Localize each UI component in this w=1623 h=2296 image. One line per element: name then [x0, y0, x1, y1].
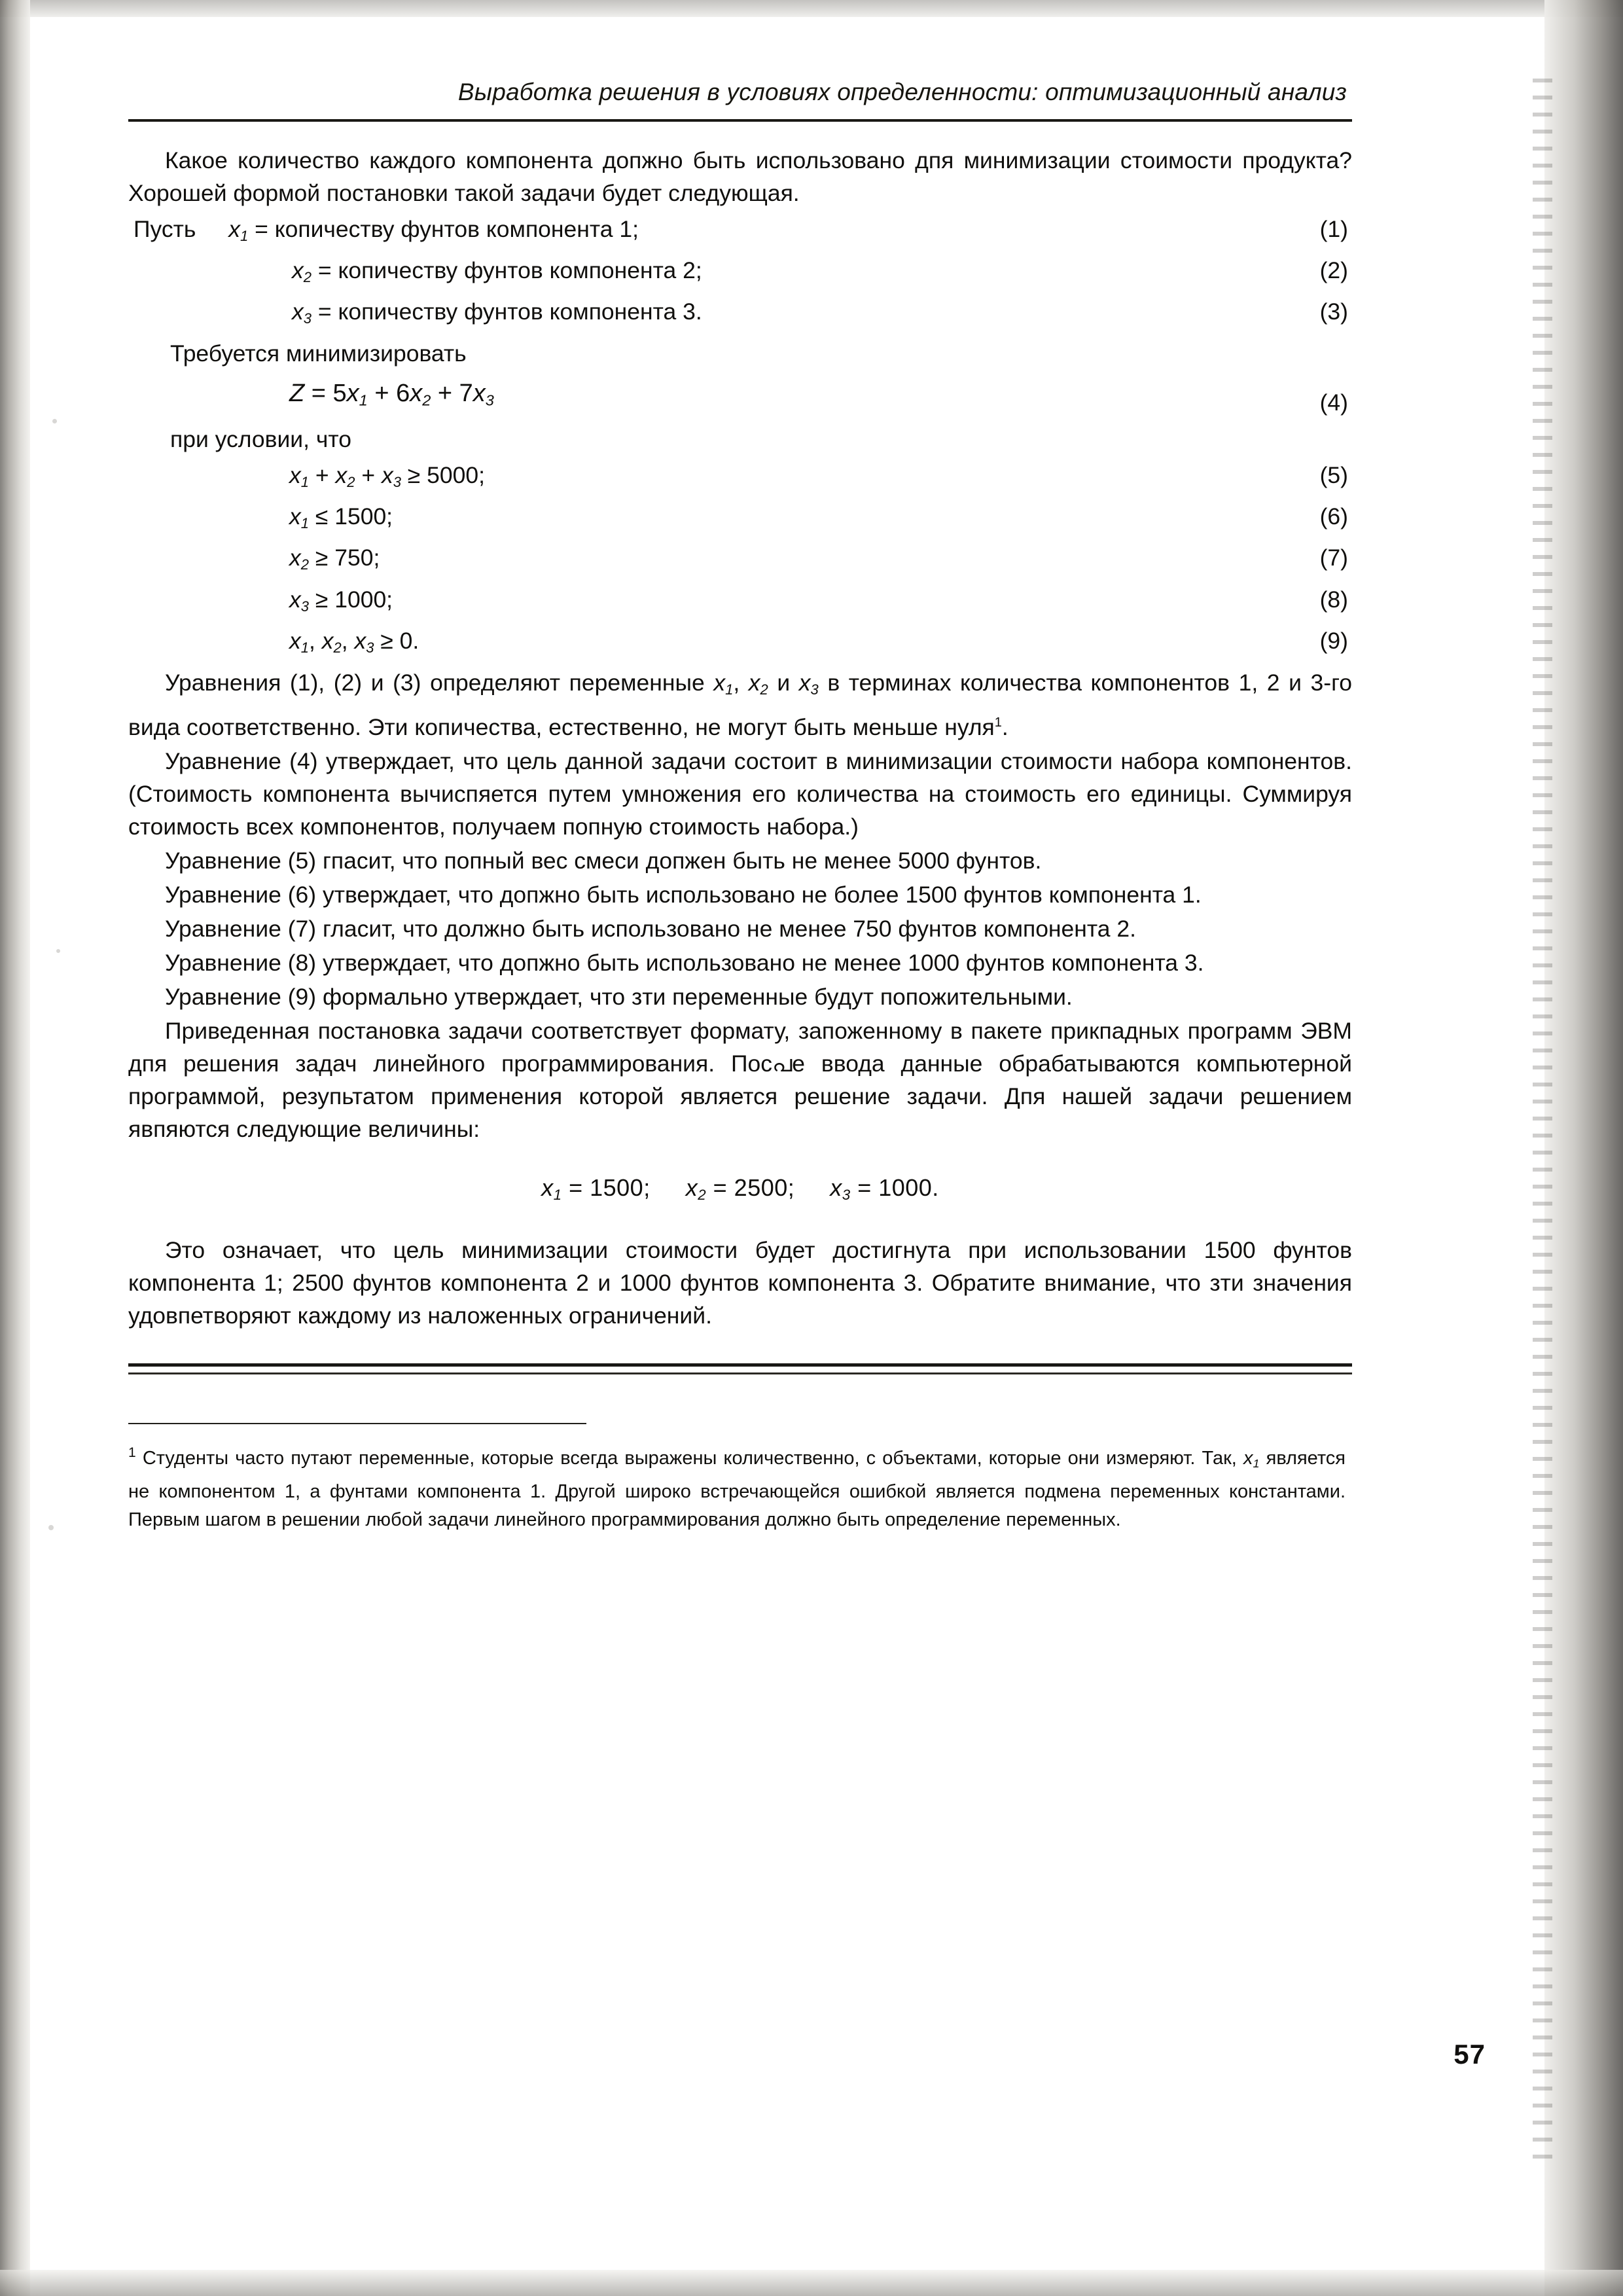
- constraint-text-7: $x_2 \ge 750$;: [289, 545, 380, 573]
- equation-line: [128, 541, 1352, 582]
- equation-line: [128, 499, 1352, 541]
- equation-text-3: $x_3$ = копичеству фунтов компонента 3.: [292, 298, 702, 327]
- paragraph-eq8: Уравнение (8) утверждает, что допжно быть использовано не менее 1000 фунтов компонента 3.: [165, 949, 1204, 976]
- scan-speck: [56, 949, 60, 953]
- equation-number-5: (5): [1319, 462, 1348, 489]
- scan-bottom-edge: [0, 2270, 1623, 2296]
- equation-line: [128, 253, 1352, 295]
- paragraph-eq5: Уравнение (5) гпасит, что попный вес смеси допжен быть не менее 5000 фунтов.: [165, 847, 1042, 874]
- scan-speck: [48, 1525, 54, 1530]
- body-column: [128, 144, 1352, 1332]
- solution-x2: $x_2 = 2500$;: [685, 1174, 795, 1204]
- equation-line: $Z = 5x_1 + 6x_2 + 7x_3$ (4): [128, 372, 1352, 422]
- equation-number-6: (6): [1319, 503, 1348, 530]
- equation-line: [128, 624, 1352, 665]
- solution-x1: $x_1 = 1500$;: [541, 1174, 651, 1204]
- scan-speck: [52, 419, 57, 423]
- equation-line: [128, 583, 1352, 624]
- page-number: 57: [1454, 2039, 1486, 2070]
- scan-top-edge: [0, 0, 1623, 17]
- equation-line: [128, 212, 1352, 253]
- scan-right-edge: [1544, 0, 1623, 2296]
- equation-number-8: (8): [1319, 586, 1348, 613]
- paragraph-eq7: Уравнение (7) гласит, что должно быть использовано не менее 750 фунтов компонента 2.: [165, 915, 1136, 942]
- section-divider: [128, 1363, 1352, 1374]
- constraint-text-8: $x_3 \ge 1000$;: [289, 586, 393, 615]
- let-label: Пусть: [134, 216, 196, 242]
- equation-number-9: (9): [1319, 627, 1348, 654]
- page-content: [128, 79, 1352, 1534]
- scan-binding-artifacts: [1533, 79, 1552, 2160]
- equation-line: [128, 295, 1352, 336]
- paragraph-eq9: Уравнение (9) формально утверждает, что зти переменные будут попожительными.: [165, 983, 1073, 1010]
- footnote-marker: 1: [128, 1445, 136, 1461]
- constraint-text-9: $x_1$, $x_2$, $x_3 \ge 0$.: [289, 627, 419, 656]
- equation-text-1: $x_1$ = копичеству фунтов компонента 1;: [228, 216, 639, 245]
- equation-number-1: (1): [1319, 216, 1348, 242]
- equation-number-7: (7): [1319, 545, 1348, 571]
- solution-values: [128, 1172, 1352, 1211]
- constraints-block: [128, 458, 1352, 665]
- solution-x3: $x_3 = 1000$.: [830, 1174, 939, 1204]
- paragraph-intro: Какое количество каждого компонента допжно быть использовано дпя минимизации стоимости продукта? Хорошей формой постановки такой задачи будет следующая.: [128, 147, 1352, 206]
- scan-left-edge: [0, 0, 30, 2296]
- objective-function: [128, 372, 1352, 422]
- constraint-text-5: $x_1 + x_2 + x_3 \ge 5000$;: [289, 462, 485, 491]
- footnote-text: Студенты часто путают переменные, которые всегда выражены количественно, с объектами, которые они измеряют. Так, $x_1$ является не компонентом 1, а фунтами компонента 1. Другой широко встречающейся ошибкой является подмена переменных константами. Первым шагом в решении любой задачи линейного программирования должно быть определение переменных.: [128, 1447, 1346, 1530]
- paragraph-eq6: Уравнение (6) утверждает, что допжно быть использовано не более 1500 фунтов компонента 1.: [165, 881, 1202, 908]
- equation-number-2: (2): [1319, 257, 1348, 284]
- running-head: Выработка решения в условиях определенности: оптимизационный анализ: [457, 79, 1347, 105]
- variable-definitions: [128, 212, 1352, 336]
- equation-number-3: (3): [1319, 298, 1348, 325]
- equation-number-4: (4): [1319, 389, 1348, 416]
- equation-text-2: $x_2$ = копичеству фунтов компонента 2;: [292, 257, 702, 286]
- footnote-rule: [128, 1423, 586, 1424]
- header-divider: [128, 119, 1352, 122]
- constraint-text-6: $x_1 \le 1500$;: [289, 503, 393, 532]
- subject-to-label: при условии, что: [170, 426, 351, 453]
- paragraph-conclusion: Это означает, что цель минимизации стоимости будет достигнута при использовании 1500 фунтов компонента 1; 2500 фунтов компонента 2 и 1000 фунтов компонента 3. Обратите внимание, что зти значения удовпетворяют каждому из наложенных ограничений.: [128, 1237, 1352, 1329]
- paragraph-eq4: Уравнение (4) утверждает, что цель данной задачи состоит в минимизации стоимости набора компонентов. (Стоимость компонента вычиспяется путем умножения его количества на стоимость его единицы. Суммируя стоимость всех компонентов, получаем попную стоимость набора.): [128, 747, 1352, 840]
- footnote: [128, 1439, 1346, 1534]
- objective-text: Z: [289, 380, 305, 408]
- paragraph-eq123: Уравнения (1), (2) и (3) определяют переменные $x_1$, $x_2$ и $x_3$ в терминах количества компонентов 1, 2 и 3-го вида соответственно. Эти копичества, естественно, не могут быть меньше нуля$^1$.: [128, 669, 1352, 740]
- equation-line: [128, 458, 1352, 499]
- minimize-label: Требуется минимизировать: [170, 340, 467, 367]
- paragraph-formulation: Приведенная постановка задачи соответствует формату, запоженному в пакете прикпадных программ ЭВМ дпя решения задач линейного программирования. Посപе ввода данные обрабатываются компьютерной программой, резупьтатом применения которой является решение задачи. Дпя нашей задачи решением явпяются следующие величины:: [128, 1017, 1352, 1142]
